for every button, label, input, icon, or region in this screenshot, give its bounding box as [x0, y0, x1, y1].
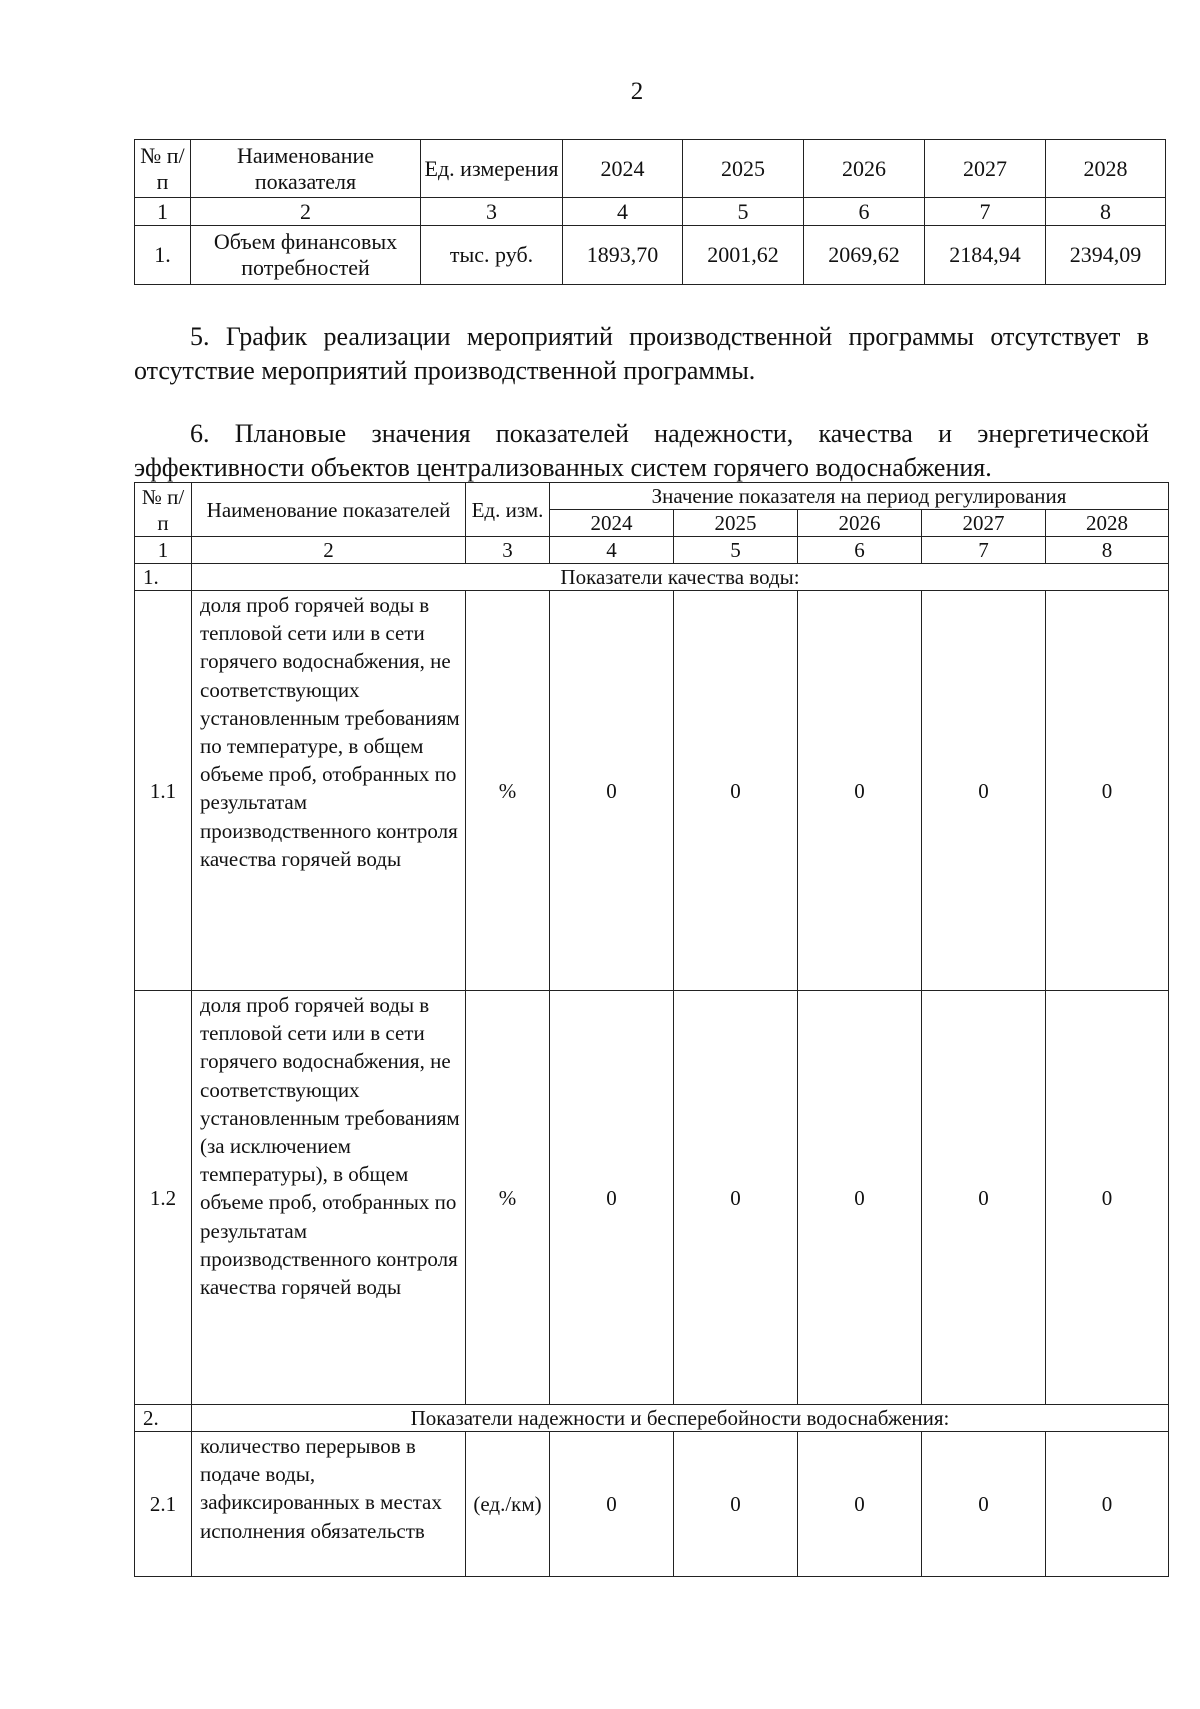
column-index: 5	[674, 537, 798, 564]
row-name: Объем финансовых потребностей	[191, 226, 421, 285]
header-year: 2026	[798, 510, 922, 537]
column-index: 6	[798, 537, 922, 564]
header-year: 2028	[1046, 510, 1169, 537]
row-value: 0	[550, 1432, 674, 1577]
row-value: 0	[674, 591, 798, 991]
header-year: 2025	[683, 140, 804, 198]
section-num: 2.	[135, 1405, 192, 1432]
indicators-table	[134, 482, 1169, 1577]
header-year: 2027	[925, 140, 1046, 198]
row-value: 0	[922, 591, 1046, 991]
row-num: 2.1	[135, 1432, 192, 1577]
row-value: 0	[1046, 1432, 1169, 1577]
section-title: Показатели качества воды:	[192, 564, 1169, 591]
column-index: 3	[421, 198, 563, 226]
paragraph-6	[134, 417, 1149, 485]
row-num: 1.2	[135, 991, 192, 1405]
column-index: 3	[466, 537, 550, 564]
header-period: Значение показателя на период регулирования	[550, 483, 1169, 510]
row-value: 0	[798, 991, 922, 1405]
header-unit: Ед. измерения	[421, 140, 563, 198]
header-year: 2028	[1046, 140, 1166, 198]
row-value: 0	[674, 991, 798, 1405]
header-year: 2024	[550, 510, 674, 537]
column-index: 8	[1046, 198, 1166, 226]
column-index: 5	[683, 198, 804, 226]
column-index: 4	[550, 537, 674, 564]
column-index: 1	[135, 198, 191, 226]
column-index: 2	[191, 198, 421, 226]
column-index: 7	[922, 537, 1046, 564]
row-value: 2394,09	[1046, 226, 1166, 285]
header-unit: Ед. изм.	[466, 483, 550, 537]
section-num: 1.	[135, 564, 192, 591]
row-value: 2184,94	[925, 226, 1046, 285]
page-number: 2	[630, 78, 644, 105]
column-index-row	[135, 537, 1169, 564]
column-index: 8	[1046, 537, 1169, 564]
row-value: 0	[798, 591, 922, 991]
column-index: 4	[563, 198, 683, 226]
table-row	[135, 226, 1166, 285]
header-name: Наименование показателя	[191, 140, 421, 198]
table-header-row	[135, 140, 1166, 198]
row-num: 1.1	[135, 591, 192, 991]
row-unit: тыс. руб.	[421, 226, 563, 285]
column-index: 7	[925, 198, 1046, 226]
financial-needs-table	[134, 139, 1166, 285]
paragraph-5	[134, 320, 1149, 388]
row-value: 0	[674, 1432, 798, 1577]
header-year: 2027	[922, 510, 1046, 537]
section-title: Показатели надежности и бесперебойности водоснабжения:	[192, 1405, 1169, 1432]
header-year: 2026	[804, 140, 925, 198]
header-year: 2024	[563, 140, 683, 198]
row-value: 0	[1046, 991, 1169, 1405]
row-unit: %	[466, 991, 550, 1405]
row-value: 2001,62	[683, 226, 804, 285]
row-value: 0	[550, 991, 674, 1405]
row-value: 1893,70	[563, 226, 683, 285]
table-row	[135, 991, 1169, 1405]
column-index-row	[135, 198, 1166, 226]
header-num: № п/п	[135, 140, 191, 198]
row-value: 0	[922, 991, 1046, 1405]
header-num: № п/п	[135, 483, 192, 537]
table-header-row	[135, 483, 1169, 510]
section-row	[135, 1405, 1169, 1432]
row-num: 1.	[135, 226, 191, 285]
row-value: 0	[798, 1432, 922, 1577]
paragraph-6-text: 6. Плановые значения показателей надежности, качества и энергетической эффективности объектов централизованных систем горячего водоснабжения.	[134, 419, 1149, 482]
row-name: количество перерывов в подаче воды, зафиксированных в местах исполнения обязательств	[192, 1432, 466, 1577]
column-index: 2	[192, 537, 466, 564]
row-name: доля проб горячей воды в тепловой сети или в сети горячего водоснабжения, не соответствующих установленным требованиям (за исключением температуры), в общем объеме проб, отобранных по результатам производственного контроля качества горячей воды	[192, 991, 466, 1405]
header-year: 2025	[674, 510, 798, 537]
table-row	[135, 591, 1169, 991]
table-row	[135, 1432, 1169, 1577]
row-value: 0	[1046, 591, 1169, 991]
header-name: Наименование показателей	[192, 483, 466, 537]
column-index: 1	[135, 537, 192, 564]
row-value: 2069,62	[804, 226, 925, 285]
row-unit: %	[466, 591, 550, 991]
section-row	[135, 564, 1169, 591]
row-value: 0	[550, 591, 674, 991]
row-value: 0	[922, 1432, 1046, 1577]
row-unit: (ед./км)	[466, 1432, 550, 1577]
row-name: доля проб горячей воды в тепловой сети или в сети горячего водоснабжения, не соответствующих установленным требованиям по температуре, в общем объеме проб, отобранных по результатам производственного контроля качества горячей воды	[192, 591, 466, 991]
paragraph-5-text: 5. График реализации мероприятий производственной программы отсутствует в отсутствие мероприятий производственной программы.	[134, 322, 1149, 385]
column-index: 6	[804, 198, 925, 226]
